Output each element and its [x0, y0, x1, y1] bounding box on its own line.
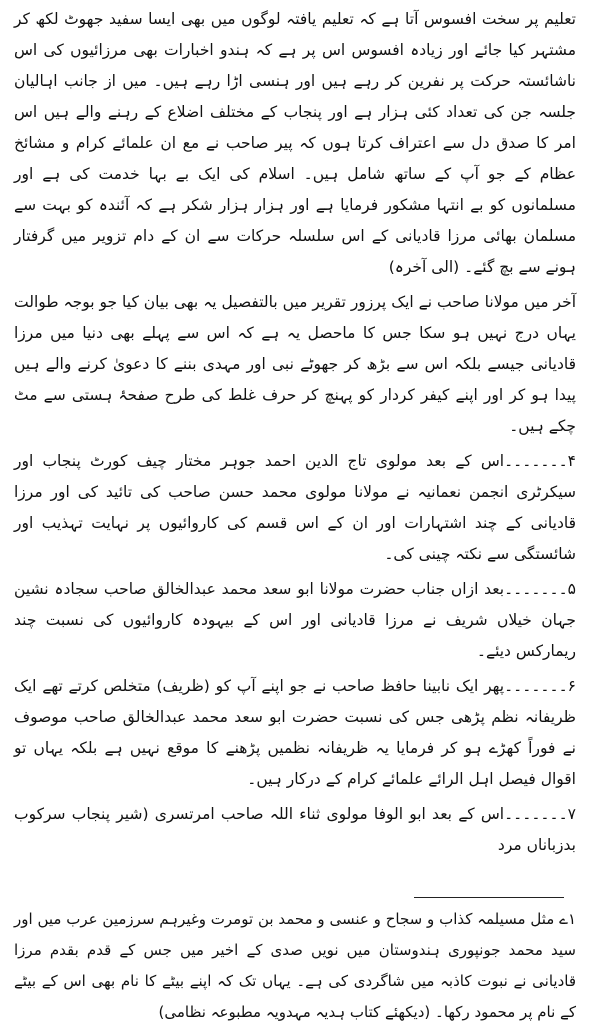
- footnote-text: ۱ے مثل مسیلمہ کذاب و سجاح و عنسی و محمد بن تومرت وغیرہم سرزمین عرب میں اور سید محمد جونپوری ہندوستان میں نویں صدی کے اخیر میں جس کے قدم بقدم مرزا قادیانی نے نبوت کاذبہ میں شاگردی کی ہے۔ یہاں تک کہ اپنے بیٹے کا نام بھی اس کے بیٹے کے نام پر محمود رکھا۔ (دیکھئے کتاب ہدیہ مہدویہ مطبوعہ نظامی): [14, 910, 576, 1021]
- footnote-divider: [414, 897, 564, 898]
- paragraph-item-5: ۵۔۔۔۔۔۔۔بعد ازاں جناب حضرت مولانا ابو سعد محمد عبدالخالق صاحب سجادہ نشین جہان خیلاں شریف نے مرزا قادیانی اور اس کے بیہودہ کاروائیوں کی نسبت چند ریمارکس دیئے۔: [14, 580, 576, 660]
- paragraph-item-4: ۴۔۔۔۔۔۔۔اس کے بعد مولوی تاج الدین احمد جوہر مختار چیف کورٹ پنجاب اور سیکرٹری انجمن نعمانیہ نے مولانا مولوی محمد حسن صاحب کی تائید کی اور مرزا قادیانی کے چند اشتہارات اور ان کے اس قسم کی کاروائیوں پر نہایت تہذیب اور شائستگی سے نکتہ چینی کی۔: [14, 452, 576, 563]
- body-text: [14, 4, 576, 861]
- paragraph-maulana-speech: آخر میں مولانا صاحب نے ایک پرزور تقریر میں بالتفصیل یہ بھی بیان کیا جو بوجہ طوالت یہاں درج نہیں ہو سکا جس کا ماحصل یہ ہے کہ اس سے پہلے بھی دنیا میں مرزا قادیانی جیسے بلکہ اس سے بڑھ کر جھوٹے نبی اور مہدی بننے کا دعویٰ کرنے والے ہیں پیدا ہو کر اور اپنے کیفر کردار کو پہنچ کر حرف غلط کی طرح صفحۂ ہستی سے مٹ چکے ہیں۔: [14, 293, 576, 435]
- footnote: [14, 904, 576, 1028]
- paragraph-speech-conclusion: تعلیم پر سخت افسوس آتا ہے کہ تعلیم یافتہ لوگوں میں بھی ایسا سفید جھوٹ لکھ کر مشتہر کیا جائے اور زیادہ افسوس اس پر ہے کہ ہندو اخبارات بھی مرزائیوں کی اس ناشائستہ حرکت پر نفرین کر رہے ہیں اور ہنسی اڑا رہے ہیں۔ میں از جانب اہالیان جلسہ جن کی تعداد کئی ہزار ہے اور پنجاب کے مختلف اضلاع کے رہنے والے ہیں اس امر کا صدق دل سے اعتراف کرتا ہوں کہ پیر صاحب نے مع ان علمائے کرام و مشائخ عظام کے جو آپ کے ساتھ شامل ہیں۔ اسلام کی ایک بے بہا خدمت کی ہے اور مسلمانوں کو بے انتہا مشکور فرمایا ہے اور ہزار ہزار شکر ہے کہ آئندہ کو بہت سے مسلمان بھائی مرزا قادیانی کے اس سلسلہ حرکات سے ان کے دام تزویر میں گرفتار ہونے سے بچ گئے۔ (الی آخرہ): [14, 10, 576, 276]
- paragraph-item-6: ۶۔۔۔۔۔۔۔پھر ایک نابینا حافظ صاحب نے جو اپنے آپ کو (ظریف) متخلص کرتے تھے ایک ظریفانہ نظم پڑھی جس کی نسبت حضرت ابو سعد محمد عبدالخالق صاحب موصوف نے فوراً کھڑے ہو کر فرمایا یہ ظریفانہ نظمیں پڑھنے کا موقع نہیں ہے بلکہ یہاں تو اقوال فیصل اہل الرائے علمائے کرام کے درکار ہیں۔: [14, 677, 576, 788]
- paragraph-item-7: ۷۔۔۔۔۔۔۔اس کے بعد ابو الوفا مولوی ثناء اللہ صاحب امرتسری (شیر پنجاب سرکوب بدزباناں مرد: [14, 805, 576, 854]
